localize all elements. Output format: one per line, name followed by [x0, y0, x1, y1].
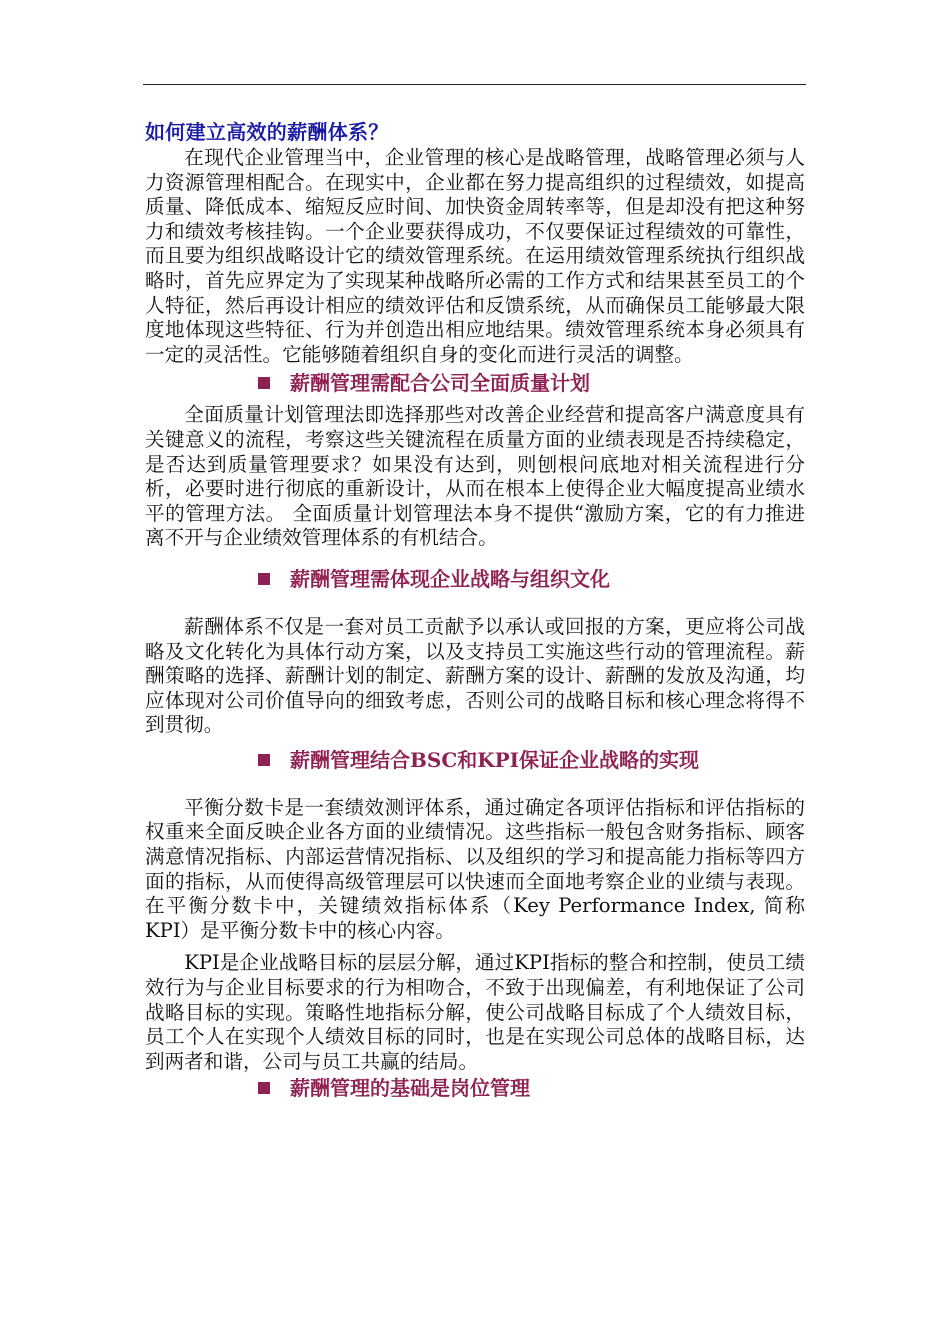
- section-heading-text: 薪酬管理需配合公司全面质量计划: [290, 371, 590, 396]
- section-heading-bsc-kpi: [258, 746, 805, 774]
- section-heading-quality: [258, 369, 805, 397]
- intro-paragraph: 在现代企业管理当中，企业管理的核心是战略管理，战略管理必须与人力资源管理相配合。在现实中，企业都在努力提高组织的过程绩效，如提高质量、降低成本、缩短反应时间、加快资金周转率等，但是却没有把这种努力和绩效考核挂钩。一个企业要获得成功，不仅要保证过程绩效的可靠性，而且要为组织战略设计它的绩效管理系统。在运用绩效管理系统执行组织战略时，首先应界定为了实现某种战略所必需的工作方式和结果甚至员工的个人特征，然后再设计相应的绩效评估和反馈系统，从而确保员工能够最大限度地体现这些特征、行为并创造出相应地结果。绩效管理系统本身必须具有一定的灵活性。它能够随着组织自身的变化而进行灵活的调整。: [145, 146, 805, 366]
- section-paragraph: KPI是企业战略目标的层层分解，通过KPI指标的整合和控制，使员工绩效行为与企业目标要求的行为相吻合，不致于出现偏差，有利地保证了公司战略目标的实现。策略性地指标分解，使公司战略目标成了个人绩效目标，员工个人在实现个人绩效目标的同时，也是在实现公司总体的战略目标，达到两者和谐，公司与员工共赢的结局。: [145, 951, 805, 1073]
- document-body: [145, 118, 805, 1102]
- square-bullet-icon: [258, 754, 270, 766]
- section-heading-strategy-culture: [258, 565, 805, 593]
- square-bullet-icon: [258, 573, 270, 585]
- section-paragraph: 全面质量计划管理法即选择那些对改善企业经营和提高客户满意度具有关键意义的流程，考察这些关键流程在质量方面的业绩表现是否持续稳定，是否达到质量管理要求？如果没有达到，则刨根问底地对相关流程进行分析，必要时进行彻底的重新设计，从而在根本上使得企业大幅度提高业绩水平的管理方法。 全面质量计划管理法本身不提供“激励方案，它的有力推进离不开与企业绩效管理体系的有机结合。: [145, 403, 805, 550]
- square-bullet-icon: [258, 1082, 270, 1094]
- section-heading-text: 薪酬管理的基础是岗位管理: [290, 1076, 530, 1101]
- header-rule: [143, 84, 806, 85]
- section-paragraph: 薪酬体系不仅是一套对员工贡献予以承认或回报的方案，更应将公司战略及文化转化为具体行动方案，以及支持员工实施这些行动的管理流程。薪酬策略的选择、薪酬计划的制定、薪酬方案的设计、薪酬的发放及沟通，均应体现对公司价值导向的细致考虑，否则公司的战略目标和核心理念将得不到贯彻。: [145, 614, 805, 737]
- section-heading-text: 薪酬管理结合BSC和KPI保证企业战略的实现: [290, 747, 700, 772]
- square-bullet-icon: [258, 377, 270, 389]
- section-heading-position-management: [258, 1074, 805, 1102]
- section-heading-text: 薪酬管理需体现企业战略与组织文化: [290, 566, 610, 591]
- document-title: 如何建立高效的薪酬体系？: [145, 120, 389, 144]
- section-paragraph: 平衡分数卡是一套绩效测评体系，通过确定各项评估指标和评估指标的权重来全面反映企业各方面的业绩情况。这些指标一般包含财务指标、顾客满意情况指标、内部运营情况指标、以及组织的学习和提高能力指标等四方面的指标，从而使得高级管理层可以快速而全面地考察企业的业绩与表现。在平衡分数卡中，关键绩效指标体系（Key Performance Index, 简称KPI）是平衡分数卡中的核心内容。: [145, 795, 805, 942]
